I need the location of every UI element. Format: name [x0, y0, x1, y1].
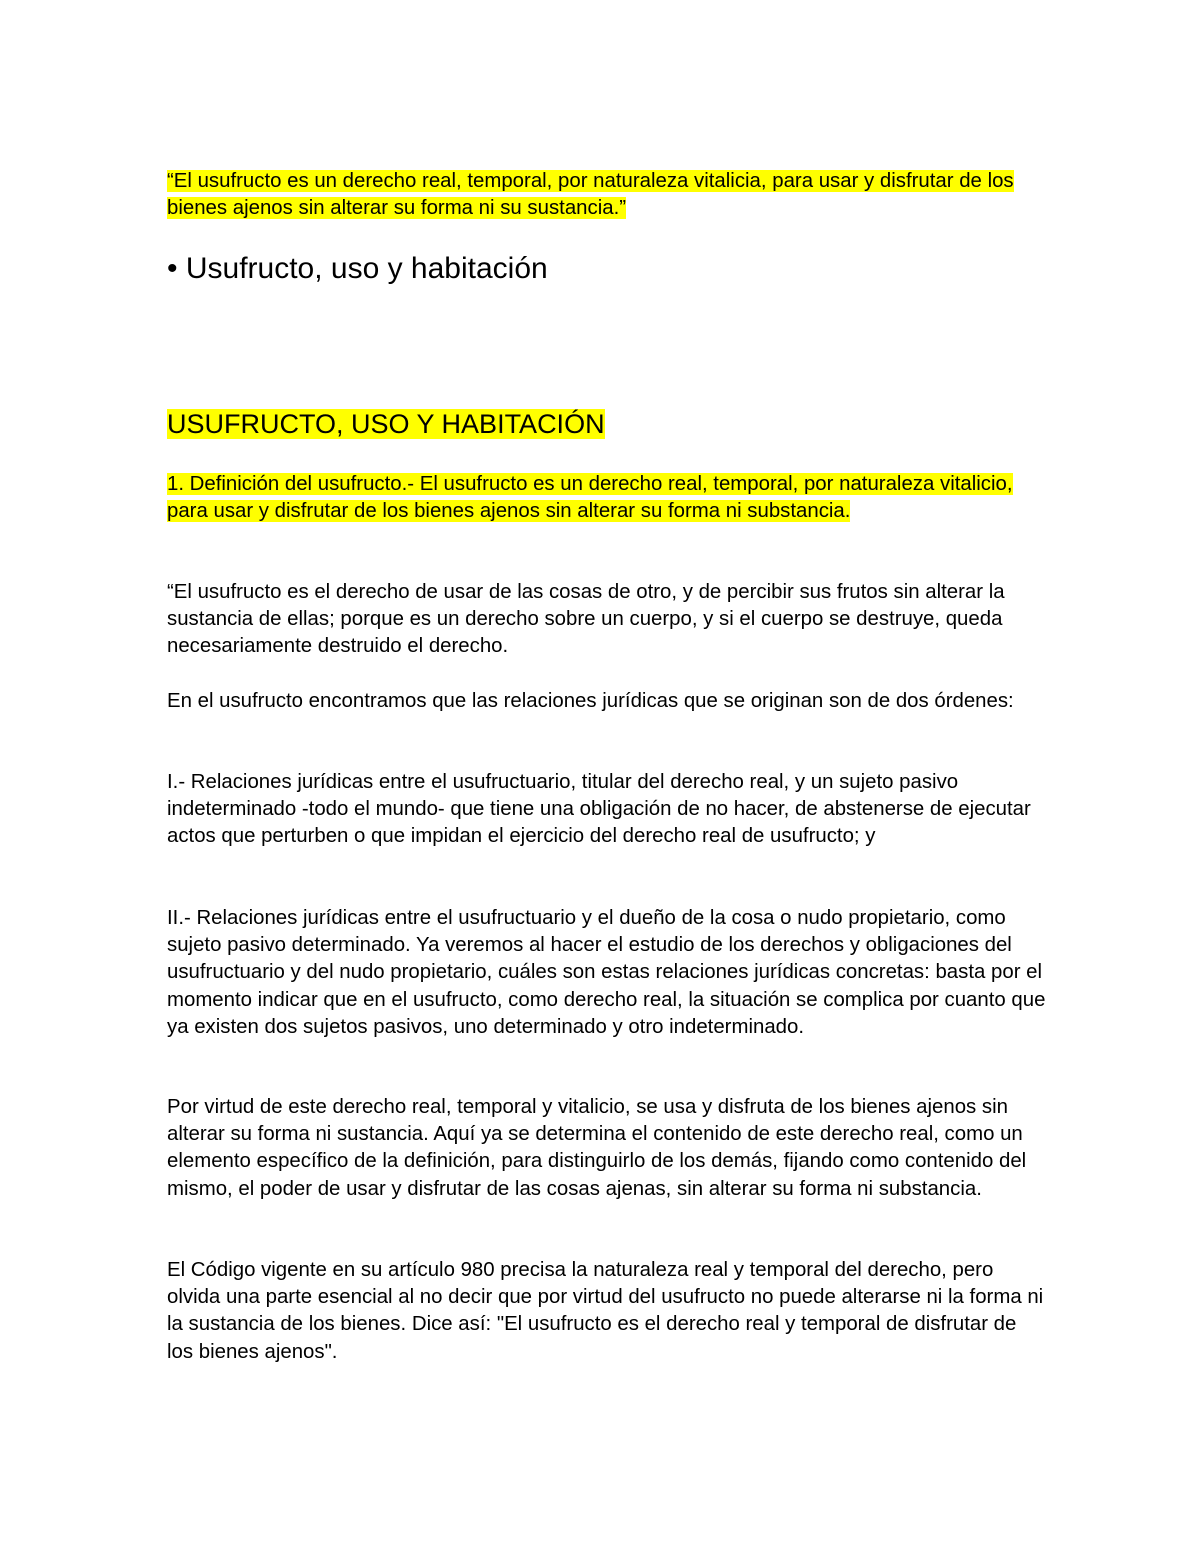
paragraph-por-virtud: Por virtud de este derecho real, temporal y vitalicio, se usa y disfruta de los bienes ajenos sin alterar su forma ni sustancia. Aquí ya se determina el contenido de este derecho real, como un elemento específico de la definición, para distinguirlo de los demás, fijando como contenido del mismo, el poder de usar y disfrutar de las cosas ajenas, sin alterar su forma ni substancia. [167, 1096, 1027, 1200]
bullet-heading: • Usufructo, uso y habitación [167, 252, 548, 285]
paragraph-relaciones: En el usufructo encontramos que las relaciones jurídicas que se originan son de dos órdenes: [167, 690, 1014, 712]
section-heading-highlight: USUFRUCTO, USO Y HABITACIÓN [167, 409, 605, 439]
section-heading [167, 407, 1047, 441]
quote-highlight: “El usufructo es un derecho real, temporal, por naturaleza vitalicia, para usar y disfrutar de los bienes ajenos sin alterar su forma ni su sustancia.” [167, 170, 1014, 220]
definition-paragraph [167, 471, 1047, 525]
paragraph-quote-usufructo: “El usufructo es el derecho de usar de las cosas de otro, y de percibir sus frutos sin alterar la sustancia de ellas; porque es un derecho sobre un cuerpo, y si el cuerpo se destruye, queda necesariamente destruido el derecho. [167, 581, 1005, 658]
paragraph-relacion-i: I.- Relaciones jurídicas entre el usufructuario, titular del derecho real, y un sujeto pasivo indeterminado -todo el mundo- que tiene una obligación de no hacer, de abstenerse de ejecutar actos que perturben o que impidan el ejercicio del derecho real de usufructo; y [167, 771, 1031, 848]
paragraph-relacion-ii: II.- Relaciones jurídicas entre el usufructuario y el dueño de la cosa o nudo propietario, como sujeto pasivo determinado. Ya veremos al hacer el estudio de los derechos y obligaciones del usufructuario y del nudo propietario, cuáles son estas relaciones jurídicas concretas: basta por el momento indicar que en el usufructo, como derecho real, la situación se complica por cuanto que ya existen dos sujetos pasivos, uno determinado y otro indeterminado. [167, 907, 1046, 1038]
paragraph-codigo: El Código vigente en su artículo 980 precisa la naturaleza real y temporal del derecho, pero olvida una parte esencial al no decir que por virtud del usufructo no puede alterarse ni la forma ni la sustancia de los bienes. Dice así: "El usufructo es el derecho real y temporal de disfrutar de los bienes ajenos". [167, 1259, 1044, 1363]
definition-highlight: 1. Definición del usufructo.- El usufructo es un derecho real, temporal, por naturaleza vitalicio, para usar y disfrutar de los bienes ajenos sin alterar su forma ni substancia. [167, 473, 1013, 523]
quote-paragraph [167, 168, 1047, 222]
